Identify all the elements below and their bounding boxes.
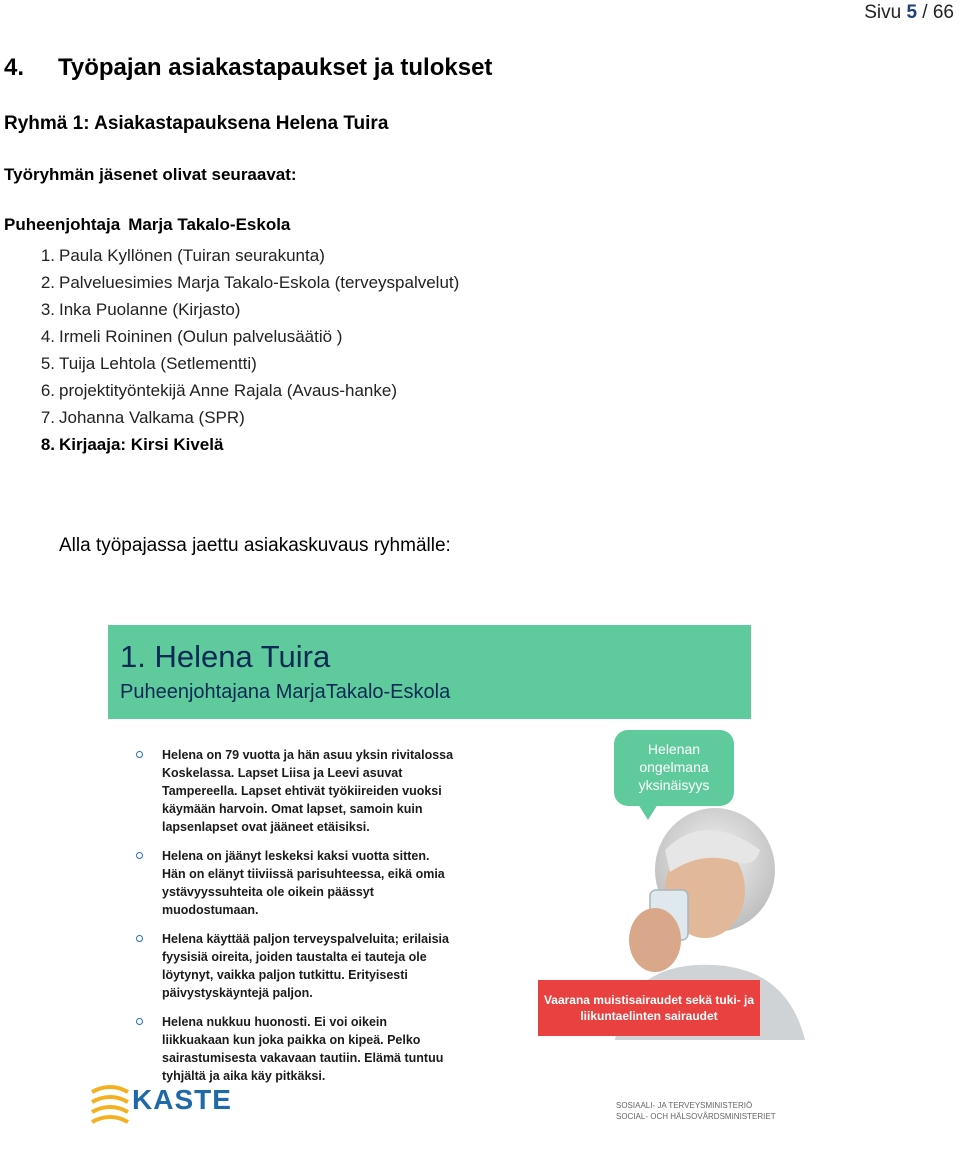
- section-heading: [4, 54, 492, 82]
- list-item: 7. Johanna Valkama (SPR): [40, 408, 245, 427]
- risk-note: Vaarana muistisairaudet sekä tuki- ja liikuntaelinten sairaudet: [538, 980, 760, 1036]
- kaste-logo-text: KASTE: [132, 1084, 232, 1115]
- section-title: Työpajan asiakastapaukset ja tulokset: [58, 54, 493, 81]
- case-slide-image: [58, 620, 818, 1160]
- chair-label: Puheenjohtaja: [4, 215, 121, 234]
- page-total: 66: [932, 2, 954, 23]
- ministry-name-sv: SOCIAL- OCH HÄLSOVÅRDSMINISTERIET: [616, 1112, 776, 1121]
- list-item: Helena nukkuu huonosti. Ei voi oikein liikkuakaan kun joka paikka on kipeä. Pelko sairastumisesta vakavaan tautiin. Elämä tuntuu tyhjältä ja aika käy pitkäksi.: [136, 1013, 456, 1085]
- members-heading: Työryhmän jäsenet olivat seuraavat:: [4, 165, 297, 184]
- ministry-logo: [616, 1100, 776, 1122]
- list-item: Helena on jäänyt leskeksi kaksi vuotta sitten. Hän on elänyt tiiviissä parisuhteessa, eikä omia ystävyyssuhteita ole oikein päässyt muodostumaan.: [136, 847, 456, 919]
- list-item: 2. Palveluesimies Marja Takalo-Eskola (terveyspalvelut): [40, 273, 460, 292]
- page-number: [864, 2, 954, 24]
- bullet-icon: [136, 935, 143, 942]
- slide-bullets: [136, 746, 456, 1096]
- chair-line: [4, 215, 290, 235]
- list-item: Helena käyttää paljon terveyspalveluita; erilaisia fyysisiä oireita, joiden taustalta ei tauteja ole löytynyt, vaikka paljon tutkittu. Erityisesti päivystyskäyntejä paljon.: [136, 930, 456, 1002]
- intro-text: Alla työpajassa jaettu asiakaskuvaus ryhmälle:: [59, 535, 451, 556]
- speech-bubble-tail: [638, 804, 658, 820]
- chair-name: Marja Takalo-Eskola: [128, 215, 291, 234]
- page-label: Sivu: [864, 2, 902, 23]
- list-item: 1. Paula Kyllönen (Tuiran seurakunta): [40, 246, 325, 265]
- list-item: 5. Tuija Lehtola (Setlementti): [40, 354, 257, 373]
- ministry-name-fi: SOSIAALI- JA TERVEYSMINISTERIÖ: [616, 1101, 753, 1110]
- list-item: 3. Inka Puolanne (Kirjasto): [40, 300, 241, 319]
- kaste-logo: [90, 1078, 230, 1126]
- group-heading: Ryhmä 1: Asiakastapauksena Helena Tuira: [4, 113, 389, 134]
- bullet-icon: [136, 1018, 143, 1025]
- list-item: 6. projektityöntekijä Anne Rajala (Avaus-hanke): [40, 381, 397, 400]
- page-separator: /: [922, 2, 928, 23]
- page-current: 5: [906, 2, 918, 23]
- slide-title: 1. Helena Tuira: [120, 639, 331, 674]
- list-item: 4. Irmeli Roininen (Oulun palvelusäätiö ): [40, 327, 343, 346]
- bullet-icon: [136, 751, 143, 758]
- kaste-wave-icon: [90, 1078, 130, 1126]
- list-item: Helena on 79 vuotta ja hän asuu yksin rivitalossa Koskelassa. Lapset Liisa ja Leevi asuvat Tampereella. Lapset ehtivät työkiireiden vuoksi käymään harvoin. Omat lapset, samoin kuin lapsenlapset ovat jääneet etäisiksi.: [136, 746, 456, 836]
- slide-header: [108, 625, 751, 719]
- bullet-icon: [136, 852, 143, 859]
- slide-subtitle: Puheenjohtajana MarjaTakalo-Eskola: [120, 681, 451, 703]
- section-number: 4.: [4, 54, 25, 81]
- list-item: 8. Kirjaaja: Kirsi Kivelä: [40, 435, 224, 454]
- speech-bubble: Helenan ongelmana yksinäisyys: [614, 730, 734, 806]
- member-list: [4, 242, 459, 458]
